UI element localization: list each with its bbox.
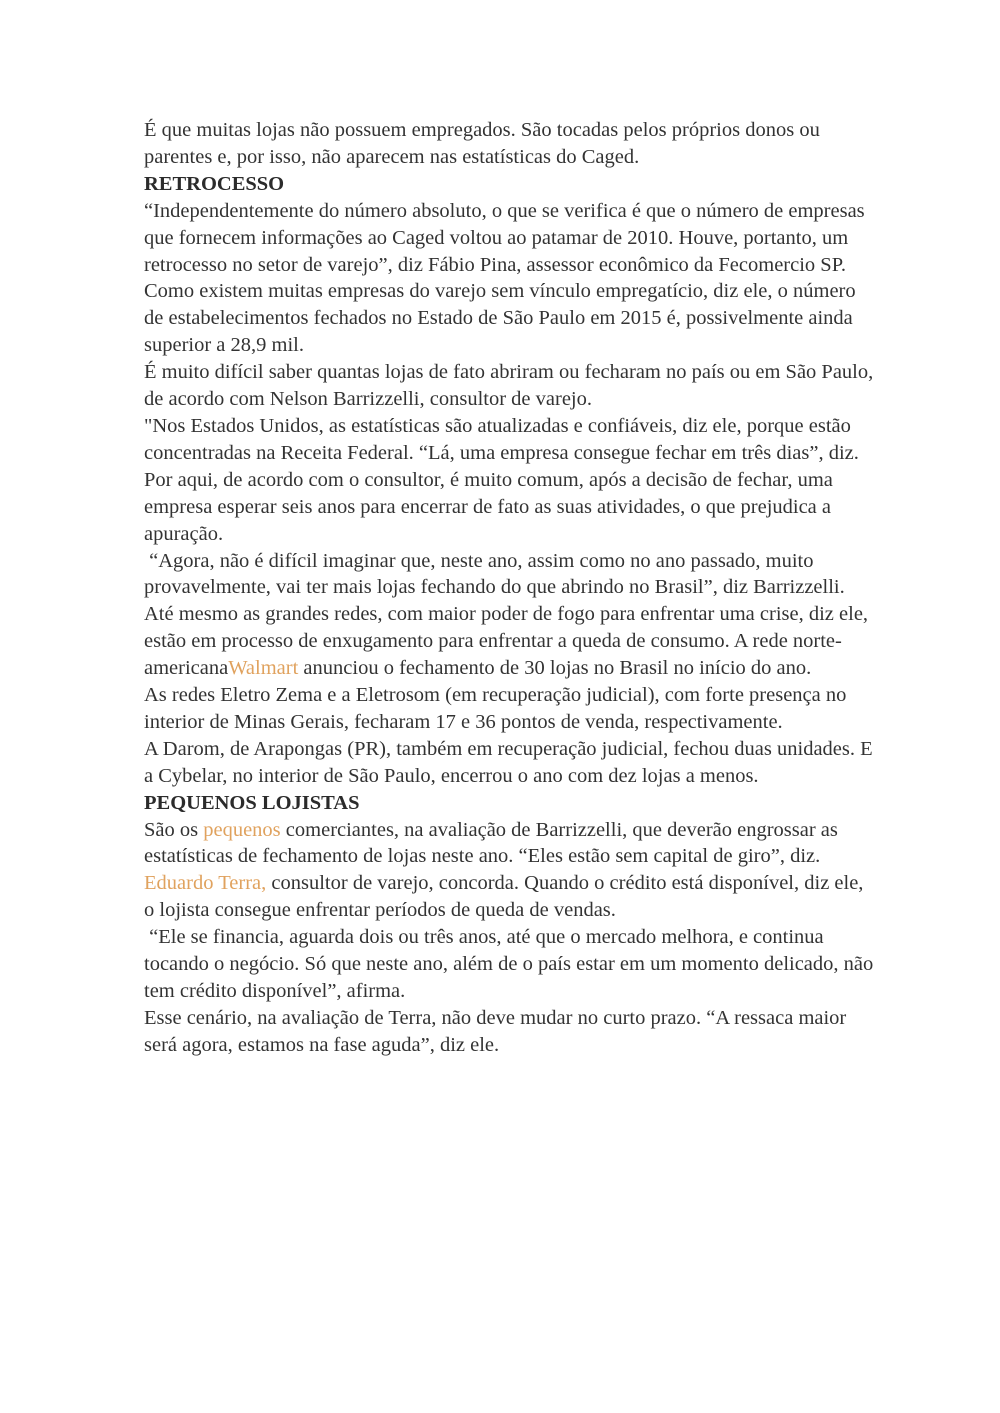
paragraph: Como existem muitas empresas do varejo sem vínculo empregatício, diz ele, o número de estabelecimentos fechados no Estado de São Paulo em 2015 é, possivelmente ainda superior a 28,9 mil. bbox=[144, 280, 856, 357]
eduardo-terra-link[interactable]: Eduardo Terra, bbox=[144, 872, 267, 895]
section-heading-retrocesso: RETROCESSO bbox=[144, 172, 285, 195]
paragraph-text: comerciantes, na avaliação de Barrizzelli, que deverão engrossar as estatísticas de fechamento de lojas neste ano. “Eles estão sem capital de giro”, diz. bbox=[144, 818, 838, 868]
paragraph: A Darom, de Arapongas (PR), também em recuperação judicial, fechou duas unidades. E a Cybelar, no interior de São Paulo, encerrou o ano com dez lojas a menos. bbox=[144, 737, 873, 787]
paragraph-text: São os bbox=[144, 818, 204, 841]
paragraph-text: consultor de varejo, concorda. Quando o crédito está disponível, diz ele, o lojista consegue enfrentar períodos de queda de vendas. bbox=[144, 872, 864, 922]
paragraph: Esse cenário, na avaliação de Terra, não deve mudar no curto prazo. “A ressaca maior será agora, estamos na fase aguda”, diz ele. bbox=[144, 1006, 847, 1056]
paragraph: "Nos Estados Unidos, as estatísticas são atualizadas e confiáveis, diz ele, porque estão concentradas na Receita Federal. “Lá, uma empresa consegue fechar em três dias”, diz. bbox=[144, 414, 859, 464]
paragraph-pequenos bbox=[144, 817, 874, 871]
paragraph: “Ele se financia, aguarda dois ou três anos, até que o mercado melhora, e continua tocando o negócio. Só que neste ano, além de o país estar em um momento delicado, não tem crédito disponível”, afirma. bbox=[144, 926, 879, 1002]
paragraph: “Agora, não é difícil imaginar que, neste ano, assim como no ano passado, muito provavelmente, vai ter mais lojas fechando do que abrindo no Brasil”, diz Barrizzelli. bbox=[144, 549, 845, 599]
article-body bbox=[144, 117, 879, 1059]
paragraph-walmart bbox=[144, 601, 874, 682]
paragraph: “Independentemente do número absoluto, o que se verifica é que o número de empresas que fornecem informações ao Caged voltou ao patamar de 2010. Houve, portanto, um retrocesso no setor de varejo”, diz Fábio Pina, assessor econômico da Fecomercio SP. bbox=[144, 199, 865, 276]
paragraph-text: Até mesmo as grandes redes, com maior poder de fogo para enfrentar uma crise, diz ele, estão em processo de enxugamento para enfrentar a queda de consumo. A rede norte-americana bbox=[144, 603, 869, 680]
paragraph: Por aqui, de acordo com o consultor, é muito comum, após a decisão de fechar, uma empresa esperar seis anos para encerrar de fato as suas atividades, o que prejudica a apuração. bbox=[144, 468, 833, 545]
section-heading-pequenos-lojistas: PEQUENOS LOJISTAS bbox=[144, 791, 360, 814]
paragraph: As redes Eletro Zema e a Eletrosom (em recuperação judicial), com forte presença no interior de Minas Gerais, fecharam 17 e 36 pontos de venda, respectivamente. bbox=[144, 684, 847, 733]
pequenos-link[interactable]: pequenos bbox=[203, 818, 281, 841]
paragraph-text: anunciou o fechamento de 30 lojas no Brasil no início do ano. bbox=[298, 657, 812, 680]
paragraph: É muito difícil saber quantas lojas de fato abriram ou fecharam no país ou em São Paulo, de acordo com Nelson Barrizzelli, consultor de varejo. bbox=[144, 361, 874, 411]
paragraph-eduardo-terra bbox=[144, 870, 874, 924]
walmart-link[interactable]: Walmart bbox=[228, 657, 299, 680]
paragraph: É que muitas lojas não possuem empregados. São tocadas pelos próprios donos ou parentes e, por isso, não aparecem nas estatísticas do Caged. bbox=[144, 119, 820, 168]
